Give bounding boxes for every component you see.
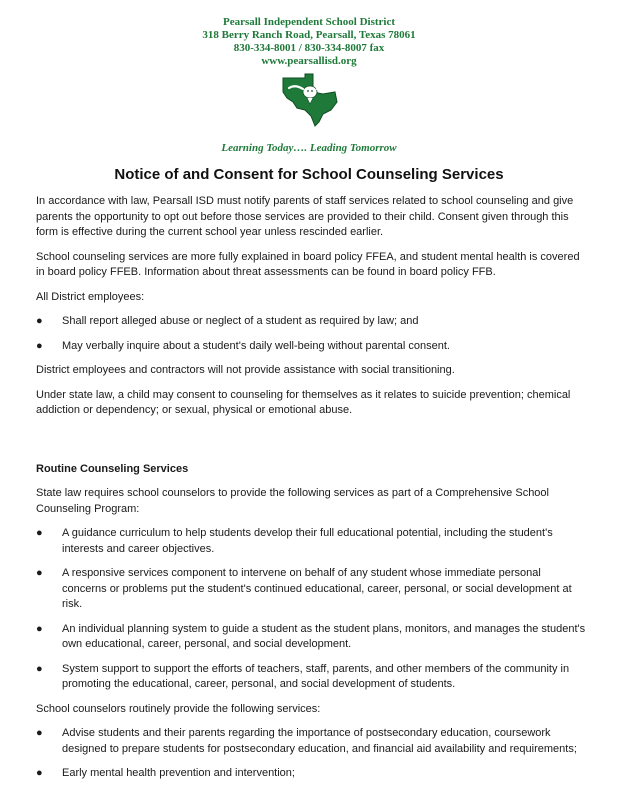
list-item: ● A guidance curriculum to help students develop their full educational potential, including the student's interests and career objectives. [36, 527, 553, 555]
program-components-list [36, 526, 586, 693]
routine-heading: Routine Counseling Services [36, 462, 189, 475]
state-law-paragraph: Under state law, a child may consent to counseling for themselves as it relates to suicide prevention; chemical addiction or dependency; or sexual, physical or emotional abuse. [36, 388, 571, 416]
district-address: 318 Berry Ranch Road, Pearsall, Texas 78061 [202, 29, 416, 41]
employee-duties-list [36, 314, 586, 354]
list-item: ● Early mental health prevention and intervention; [36, 766, 586, 782]
bullet-icon: ● [36, 527, 43, 539]
district-website[interactable]: www.pearsallisd.org [261, 55, 357, 67]
routine-intro: State law requires school counselors to provide the following services as part of a Comprehensive School Counseling Program: [36, 487, 549, 515]
list-item: ● Advise students and their parents regarding the importance of postsecondary education, coursework designed to prepare students for postsecondary education, and financial aid availability and requirements; [36, 727, 577, 755]
district-phone: 830-334-8001 / 830-334-8007 fax [233, 42, 385, 54]
motto: Learning Today…. Leading Tomorrow [221, 142, 397, 154]
policy-paragraph: School counseling services are more fully explained in board policy FFEA, and student mental health is covered in board policy FFEB. Information about threat assessments can be found in board policy FFB. [36, 250, 580, 278]
list-item: ● A responsive services component to intervene on behalf of any student whose immediate personal concerns or problems put the student's continued educational, career, personal, or social development at risk. [36, 567, 572, 610]
counselor-services-list [36, 726, 586, 782]
list-item: ● May verbally inquire about a student's daily well-being without parental consent. [36, 339, 586, 355]
bullet-icon: ● [36, 315, 43, 327]
list-item: ● Shall report alleged abuse or neglect of a student as required by law; and [36, 314, 586, 330]
bullet-icon: ● [36, 622, 43, 635]
bullet-icon: ● [36, 767, 43, 779]
district-name: Pearsall Independent School District [222, 16, 396, 28]
intro-paragraph: In accordance with law, Pearsall ISD must notify parents of staff services related to school counseling and give parents the opportunity to opt out before those services are provided to their child. Consent given through this form is effective during the current school year unless rescinded earlier. [36, 195, 574, 238]
bullet-icon: ● [36, 727, 43, 739]
letterhead [0, 16, 618, 68]
list-item: ● An individual planning system to guide a student as the student plans, monitors, and manages the student's own educational, career, personal, and social development. [36, 622, 586, 650]
page-title: Notice of and Consent for School Counseling Services [114, 166, 504, 183]
list-item: ● System support to support the efforts of teachers, staff, parents, and other members of the community in promoting the educational, career, personal, and social development of students. [36, 662, 570, 690]
district-logo-icon [279, 72, 341, 128]
services-intro: School counselors routinely provide the following services: [36, 702, 321, 715]
employees-label: All District employees: [36, 290, 145, 303]
bullet-icon: ● [36, 662, 43, 675]
bullet-icon: ● [36, 567, 43, 579]
bullet-icon: ● [36, 339, 43, 352]
social-transition-paragraph: District employees and contractors will not provide assistance with social transitioning. [36, 364, 455, 376]
document-body [36, 194, 586, 791]
